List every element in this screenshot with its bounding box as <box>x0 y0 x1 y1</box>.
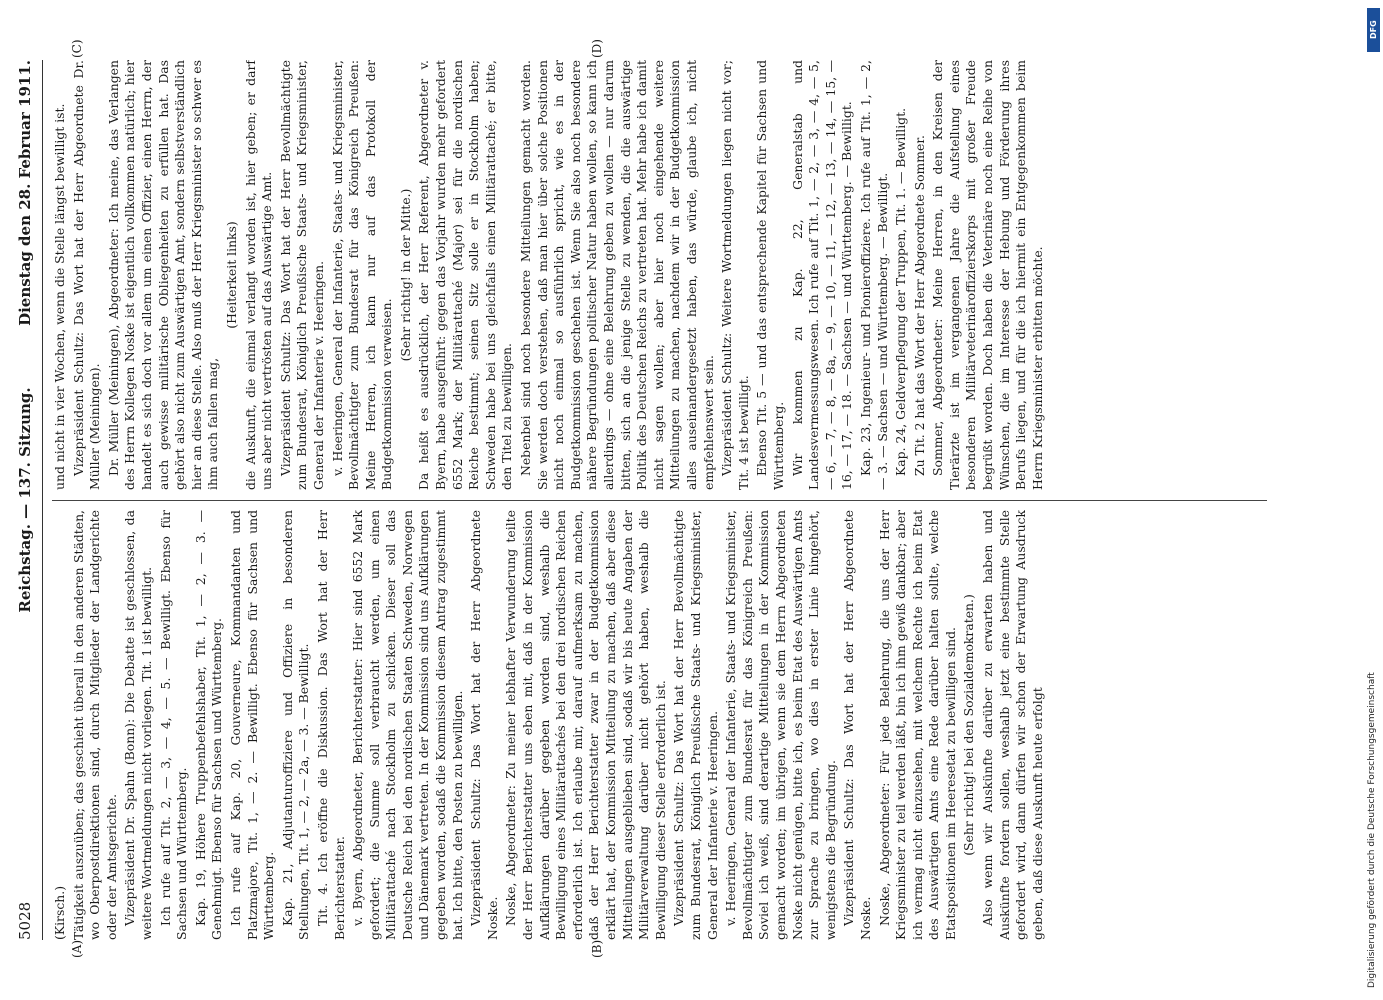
paragraph: die Auskunft, die einmal verlangt worden ist, hier geben; er darf uns aber nicht vertrösten auf das Auswärtige Amt. <box>242 60 275 490</box>
header-title: Reichstag. — 137. Sitzung. <box>16 387 34 613</box>
speaker-note: (Kirsch.) <box>52 885 67 940</box>
paragraph: und nicht in vier Wochen, wenn die Stelle längst bewilligt ist. <box>52 103 67 490</box>
running-header <box>16 60 40 940</box>
column-divider <box>52 500 1267 501</box>
paragraph: Also wenn wir Auskünfte darüber zu erwarten haben und Auskünfte fordern sollen, weshalb jetzt eine bestimmte Stelle gefordert wird, dann dürfen wir schon der Erwartung Ausdruck geben, daß diese Auskunft heute erfolgt <box>980 510 1045 940</box>
paragraph: Nebenbei sind noch besondere Mitteilungen gemacht worden. Sie werden doch verstehen, daß man hier über solche Positionen nicht noch einmal so ausführlich spricht, wie es in der Budgetkommission geschehen ist. Wenn Sie also noch besondere nähere Begründungen politischer Natur haben wollen, so kann ich allerdings — ohne eine Belehrung geben zu wollen — nur darum bitten, sich an die jenige Stelle zu wenden, die die auswärtige Politik des Deutschen Reichs zu vertreten hat. Mehr habe ich damit nicht sagen wollen; aber hier noch eingehende weitere Mitteilungen zu machen, nachdem wir in der Budgetkommission alles auseinandergesetzt haben, das würde, glaube ich, nicht empfehlenswert sein. <box>518 60 716 490</box>
digitization-credit: Digitalisierung gefördert durch die Deutsche Forschungsgemeinschaft <box>1367 672 1377 988</box>
paragraph: Wir kommen zu Kap. 22, Generalstab und Landesvermessungswesen. Ich rufe auf Tit. 1, — 2, — 3, — 4, — 5, — 6, — 7, — 8, — 8a, — 9, — 10, — 11, — 12, — 13, — 14, — 15, — 16, — 17, — 18. — Sachsen — und Württemberg. — Bewilligt. <box>789 60 855 490</box>
paragraph: Zu Tit. 2 hat das Wort der Herr Abgeordnete Sommer. <box>911 135 927 476</box>
margin-mark-d: (D) <box>590 39 604 58</box>
margin-mark-a: (A) <box>70 939 84 958</box>
paragraph: Tit. 4. Ich eröffne die Diskussion. Das Wort hat der Herr Berichterstatter. <box>314 510 347 940</box>
page-number: 5028 <box>16 901 34 940</box>
paragraph: Kap. 21, Adjutanturoffiziere und Offiziere in besonderen Stellungen, Tit. 1, — 2, — 2a, — 3. — Bewilligt. <box>279 510 312 940</box>
paragraph: Vizepräsident Schultz: Das Wort hat der Herr Bevollmächtigte zum Bundesrat, Königlich Preußische Staats- und Kriegsminister, General der Infanterie v. Heeringen. <box>671 510 720 940</box>
paragraph: Vizepräsident Dr. Spahn (Bonn): Die Debatte ist geschlossen, da weitere Wortmeldungen nicht vorliegen. Tit. 1 ist bewilligt. <box>122 510 154 940</box>
header-rule <box>42 60 43 940</box>
paragraph: Ebenso Tit. 5 — und das entsprechende Kapitel für Sachsen und Württemberg. <box>754 60 786 490</box>
paragraph: Sommer, Abgeordneter: Meine Herren, in den Kreisen der Tierärzte ist im vergangenen Jahre die Aufstellung eines besonderen Militärveterinäroffizierskorps mit großer Freude begrüßt worden. Doch haben die Veterinäre noch eine Reihe von Wünschen, die im Interesse der Hebung und Förderung ihres Berufs liegen, und für die ich hiermit ein Entgegenkommen beim Herrn Kriegsminister erbitten möchte. <box>930 60 1045 490</box>
paragraph: Kap. 24, Geldverpflegung der Truppen, Tit. 1. — Bewilligt. <box>893 107 909 476</box>
paragraph: Da heißt es ausdrücklich, der Herr Referent, Abgeordneter v. Byern, habe ausgeführt: gegen das Vorjahr wurden mehr gefordert 6552 Mark; der Militärattaché (Major) sei für die nordischen Reiche bestimmt; seinen Sitz solle er in Stockholm haben; Schweden habe bei uns gleichfalls einen Militärattaché; er bitte, den Titel zu bewilligen. <box>416 60 515 490</box>
paragraph: Ich rufe auf Kap. 20, Gouverneure, Kommandanten und Platzmajore, Tit. 1, — 2. — Bewilligt. Ebenso für Sachsen und Württemberg. <box>227 510 277 940</box>
paragraph: Tätigkeit auszuüben; das geschieht überall in den anderen Städten, wo Oberpostdirektionen sind, durch Mitglieder der Landgerichte oder der Amtsgerichte. <box>70 510 119 940</box>
paragraph: v. Heeringen, General der Infanterie, Staats- und Kriegsminister, Bevollmächtigter zum Bundesrat für das Königreich Preußen: Soviel ich weiß, sind derartige Mitteilungen in der Kommission gemacht worden; im übrigen, wenn sie dem Herrn Abgeordneten Noske nicht genügen, bitte ich, es beim Etat des Auswärtigen Amts zur Sprache zu bringen, wo dies in erster Linie hingehört, wenigstens die Begründung. <box>723 510 838 940</box>
interjection: (Sehr richtig! in der Mitte.) <box>397 188 413 362</box>
paragraph: Vizepräsident Schultz: Das Wort hat der Herr Abgeordnete Noske. <box>841 510 873 940</box>
dfg-logo: DFG <box>1367 8 1380 52</box>
left-column <box>52 510 1267 940</box>
margin-mark-b: (B) <box>590 939 604 958</box>
paragraph: Vizepräsident Schultz: Weitere Wortmeldungen liegen nicht vor; Tit. 4 ist bewilligt. <box>719 60 751 490</box>
header-date: Dienstag den 28. Februar 1911. <box>16 60 34 326</box>
paragraph: Vizepräsident Schultz: Das Wort hat der Herr Bevollmächtigte zum Bundesrat, Königlich Preußische Staats- und Kriegsminister, General der Infanterie v. Heeringen. <box>277 60 326 490</box>
paragraph: Dr. Müller (Meiningen), Abgeordneter: Ich meine, das Verlangen des Herrn Kollegen Noske ist eigentlich vollkommen natürlich; hier handelt es sich doch vor allem um einen Offizier, einen Herrn, der auch gewisse militärische Obliegenheiten zu erfüllen hat. Das gehört also nicht zum Auswärtigen Amt, sondern selbstverständlich hier an diese Stelle. Also muß der Herr Kriegsminister so schwer es ihm auch fallen mag, <box>105 60 221 490</box>
paragraph: Ich rufe auf Tit. 2, — 3, — 4, — 5. — Bewilligt. Ebenso für Sachsen und Württemberg. <box>157 510 190 940</box>
right-column <box>52 60 1267 490</box>
paragraph: v. Byern, Abgeordneter, Berichterstatter: Hier sind 6552 Mark gefordert; die Summe soll verbraucht werden, um einen Militärattaché nach Stockholm zu schicken. Dieser soll das Deutsche Reich bei den nordischen Staaten Schweden, Norwegen und Dänemark vertreten. In der Kommission sind uns Aufklärungen gegeben worden, sodaß die Kommission diesem Antrag zugestimmt hat. Ich bitte, den Posten zu bewilligen. <box>350 510 465 940</box>
paragraph: Noske, Abgeordneter: Zu meiner lebhafter Verwunderung teilte der Herr Berichterstatter uns eben mit, daß in der Kommission Aufklärungen darüber gegeben worden sind, weshalb die Bewilligung eines Militärattachés bei den drei nordischen Reichen erforderlich ist. Ich erlaube mir, darauf aufmerksam zu machen, daß der Herr Berichterstatter zwar in der Budgetkommission erklärt hat, der Kommission Mitteilung zu machen, daß aber diese Mitteilungen ausgeblieben sind, sodaß wir bis heute Angaben der Militärverwaltung darüber nicht gehört haben, weshalb die Bewilligung dieser Stelle erforderlich ist. <box>503 510 668 940</box>
paragraph: Kap. 23, Ingenieur- und Pionieroffiziere. Ich rufe auf Tit. 1, — 2, — 3. — Sachsen — und Württemberg. — Bewilligt. <box>857 60 890 490</box>
paragraph: Kap. 19, Höhere Truppenbefehlshaber, Tit. 1, — 2, — 3. — Genehmigt. Ebenso für Sachsen und Württemberg. <box>192 510 225 940</box>
paragraph: Vizepräsident Schultz: Das Wort hat der Herr Abgeordnete Dr. Müller (Meiningen). <box>70 60 103 490</box>
interjection: (Sehr richtig! bei den Sozialdemokraten.) <box>961 594 977 856</box>
interjection: (Heiterkeit links) <box>223 221 239 329</box>
paragraph: Noske, Abgeordneter: Für jede Belehrung, die uns der Herr Kriegsminister zu teil werden läßt, bin ich ihm gewiß dankbar; aber ich vermag nicht einzusehen, mit welchem Rechte ich beim Etat des Auswärtigen Amts eine Rede darüber halten sollte, welche Etatspositionen im Heeresetat zu bewilligen sind. <box>876 510 958 940</box>
margin-mark-c: (C) <box>70 39 84 58</box>
paragraph: v. Heeringen, General der Infanterie, Staats- und Kriegsminister, Bevollmächtigter zum Bundesrat für das Königreich Preußen: Meine Herren, ich kann nur auf das Protokoll der Budgetkommission verweisen. <box>329 60 395 490</box>
paragraph: Vizepräsident Schultz: Das Wort hat der Herr Abgeordnete Noske. <box>468 510 500 940</box>
